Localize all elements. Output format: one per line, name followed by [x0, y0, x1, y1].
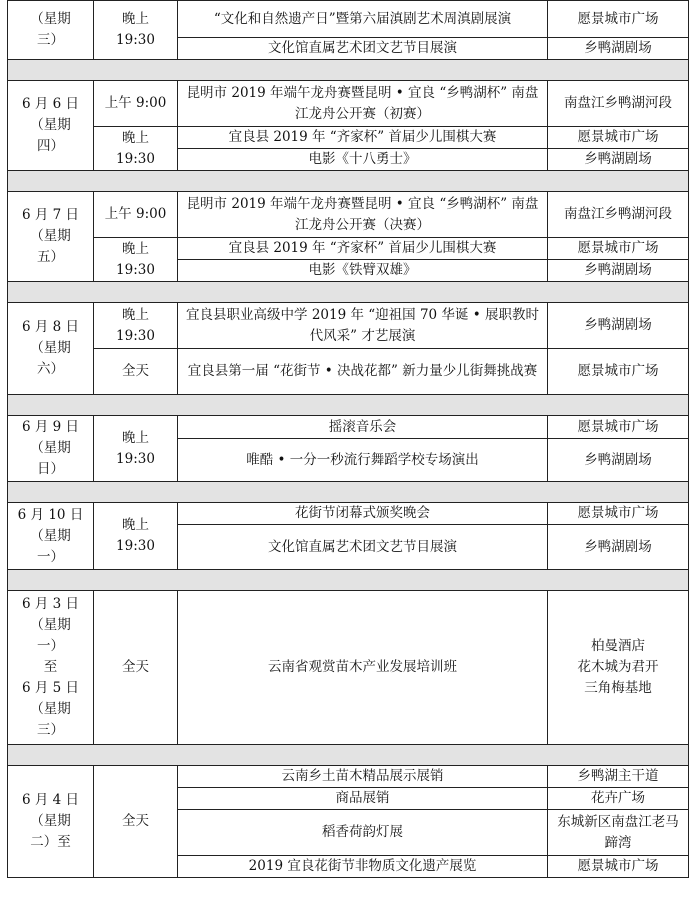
event-cell: 商品展销: [178, 788, 548, 810]
time-cell: 上午 9:00: [94, 192, 178, 238]
event-cell: 云南省观赏苗木产业发展培训班: [178, 591, 548, 745]
separator-row: [8, 171, 689, 192]
time-cell: 晚上 19:30: [94, 303, 178, 349]
venue-cell: 南盘江乡鸭湖河段: [548, 81, 689, 127]
event-cell: 云南乡土苗木精品展示展销: [178, 766, 548, 788]
time-cell: 全天: [94, 766, 178, 878]
venue-cell: 花卉广场: [548, 788, 689, 810]
event-cell: 2019 宜良花街节非物质文化遗产展览: [178, 856, 548, 878]
table-row: [8, 192, 689, 238]
table-row: [8, 81, 689, 127]
event-cell: 稻香荷韵灯展: [178, 810, 548, 856]
separator-row: [8, 570, 689, 591]
time-cell: 晚上 19:30: [94, 1, 178, 60]
table-row: [8, 238, 689, 260]
table-row: [8, 303, 689, 349]
venue-cell: 乡鸭湖剧场: [548, 439, 689, 482]
date-cell: （星期 三）: [8, 1, 94, 60]
event-cell: 宜良县 2019 年 “齐家杯” 首届少儿围棋大赛: [178, 238, 548, 260]
table-row: [8, 766, 689, 788]
table-row: [8, 1, 689, 38]
date-cell: 6 月 4 日 （星期 二）至: [8, 766, 94, 878]
time-cell: 上午 9:00: [94, 81, 178, 127]
venue-cell: 愿景城市广场: [548, 349, 689, 395]
venue-cell: 乡鸭湖剧场: [548, 525, 689, 570]
event-cell: 摇滚音乐会: [178, 416, 548, 439]
date-cell: 6 月 8 日 （星期 六）: [8, 303, 94, 395]
venue-cell: 愿景城市广场: [548, 856, 689, 878]
event-cell: 文化馆直属艺术团文艺节目展演: [178, 525, 548, 570]
venue-cell: 乡鸭湖剧场: [548, 149, 689, 171]
venue-cell: 柏曼酒店 花木城为君开 三角梅基地: [548, 591, 689, 745]
time-cell: 晚上 19:30: [94, 238, 178, 282]
event-schedule-table: [7, 0, 689, 878]
time-cell: 晚上 19:30: [94, 503, 178, 570]
event-cell: 花街节闭幕式颁奖晚会: [178, 503, 548, 525]
venue-cell: 乡鸭湖主干道: [548, 766, 689, 788]
separator-row: [8, 745, 689, 766]
separator-row: [8, 282, 689, 303]
venue-cell: 愿景城市广场: [548, 238, 689, 260]
time-cell: 全天: [94, 591, 178, 745]
table-row: [8, 127, 689, 149]
venue-cell: 愿景城市广场: [548, 416, 689, 439]
date-cell: 6 月 9 日 （星期 日）: [8, 416, 94, 482]
time-cell: 晚上 19:30: [94, 416, 178, 482]
time-cell: 晚上 19:30: [94, 127, 178, 171]
venue-cell: 愿景城市广场: [548, 127, 689, 149]
table-row: [8, 591, 689, 745]
date-cell: 6 月 10 日 （星期 一）: [8, 503, 94, 570]
venue-cell: 乡鸭湖剧场: [548, 303, 689, 349]
date-cell: 6 月 7 日 （星期 五）: [8, 192, 94, 282]
separator-row: [8, 60, 689, 81]
table-row: [8, 416, 689, 439]
event-cell: 宜良县第一届 “花街节 • 决战花都” 新力量少儿街舞挑战赛: [178, 349, 548, 395]
venue-cell: 乡鸭湖剧场: [548, 38, 689, 60]
venue-cell: 愿景城市广场: [548, 503, 689, 525]
date-cell: 6 月 6 日 （星期 四）: [8, 81, 94, 171]
venue-cell: 南盘江乡鸭湖河段: [548, 192, 689, 238]
table-row: [8, 503, 689, 525]
date-cell: 6 月 3 日 （星期 一） 至 6 月 5 日 （星期 三）: [8, 591, 94, 745]
event-cell: 文化馆直属艺术团文艺节目展演: [178, 38, 548, 60]
separator-row: [8, 482, 689, 503]
event-cell: 电影《铁臂双雄》: [178, 260, 548, 282]
separator-row: [8, 395, 689, 416]
table-row: [8, 349, 689, 395]
event-cell: 宜良县职业高级中学 2019 年 “迎祖国 70 华诞 • 展职教时代风采” 才艺展演: [178, 303, 548, 349]
event-cell: 唯酷 • 一分一秒流行舞蹈学校专场演出: [178, 439, 548, 482]
event-cell: 宜良县 2019 年 “齐家杯” 首届少儿围棋大赛: [178, 127, 548, 149]
time-cell: 全天: [94, 349, 178, 395]
venue-cell: 乡鸭湖剧场: [548, 260, 689, 282]
event-cell: 昆明市 2019 年端午龙舟赛暨昆明 • 宜良 “乡鸭湖杯” 南盘江龙舟公开赛（决赛）: [178, 192, 548, 238]
event-cell: 电影《十八勇士》: [178, 149, 548, 171]
event-cell: “文化和自然遗产日”暨第六届滇剧艺术周滇剧展演: [178, 1, 548, 38]
venue-cell: 愿景城市广场: [548, 1, 689, 38]
event-cell: 昆明市 2019 年端午龙舟赛暨昆明 • 宜良 “乡鸭湖杯” 南盘江龙舟公开赛（初赛）: [178, 81, 548, 127]
venue-cell: 东城新区南盘江老马蹄湾: [548, 810, 689, 856]
